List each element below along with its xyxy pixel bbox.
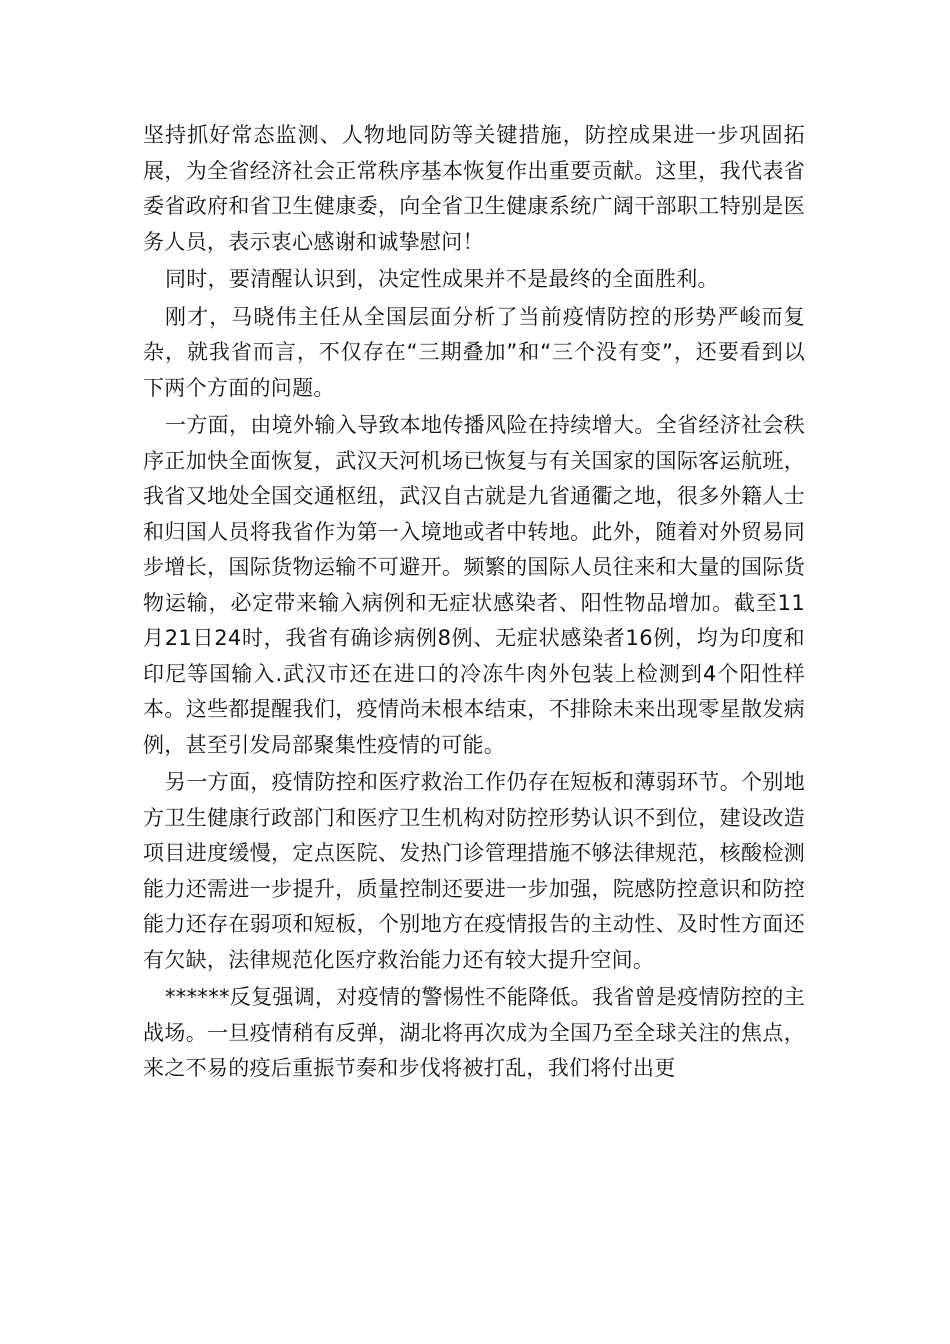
document-body xyxy=(143,118,805,1089)
paragraph-decisive-results: 同时，要清醒认识到，决定性成果并不是最终的全面胜利。 xyxy=(165,267,719,291)
paragraph-vigilance: ******反复强调，对疫情的警惕性不能降低。我省曾是疫情防控的主战场。一旦疫情稍有反弹，湖北将再次成为全国乃至全球关注的焦点，来之不易的疫后重振节奏和步伐将被打乱，我们将付出更 xyxy=(143,985,805,1080)
paragraph-imported-risk: 一方面，由境外输入导致本地传播风险在持续增大。全省经济社会秩序正加快全面恢复，武汉天河机场已恢复与有关国家的国际客运航班，我省又地处全国交通枢纽，武汉自古就是九省通衢之地，很多外籍人士和归国人员将我省作为第一入境地或者中转地。此外，随着对外贸易同步增长，国际货物运输不可避开。频繁的国际人员往来和大量的国际货物运输，必定带来输入病例和无症状感染者、阳性物品增加。截至11月21日24时，我省有确诊病例8例、无症状感染者16例，均为印度和印尼等国输入.武汉市还在进口的冷冻牛肉外包装上检测到4个阳性样本。这些都提醒我们，疫情尚未根本结束，不排除未来出现零星散发病例，甚至引发局部聚集性疫情的可能。 xyxy=(143,413,805,757)
paragraph-situation-analysis: 刚才，马晓伟主任从全国层面分析了当前疫情防控的形势严峻而复杂，就我省而言，不仅存在“三期叠加”和“三个没有变”，还要看到以下两个方面的问题。 xyxy=(143,304,805,400)
paragraph-continued: 坚持抓好常态监测、人物地同防等关键措施，防控成果进一步巩固拓展，为全省经济社会正常秩序基本恢复作出重要贡献。这里，我代表省委省政府和省卫生健康委，向全省卫生健康系统广阔干部职工特别是医务人员，表示衷心感谢和诚挚慰问！ xyxy=(143,123,805,254)
paragraph-weak-links: 另一方面，疫情防控和医疗救治工作仍存在短板和薄弱环节。个别地方卫生健康行政部门和医疗卫生机构对防控形势认识不到位，建设改造项目进度缓慢，定点医院、发热门诊管理措施不够法律规范，核酸检测能力还需进一步提升，质量控制还要进一步加强，院感防控意识和防控能力还存在弱项和短板，个别地方在疫情报告的主动性、及时性方面还有欠缺，法律规范化医疗救治能力还有较大提升空间。 xyxy=(143,770,805,972)
